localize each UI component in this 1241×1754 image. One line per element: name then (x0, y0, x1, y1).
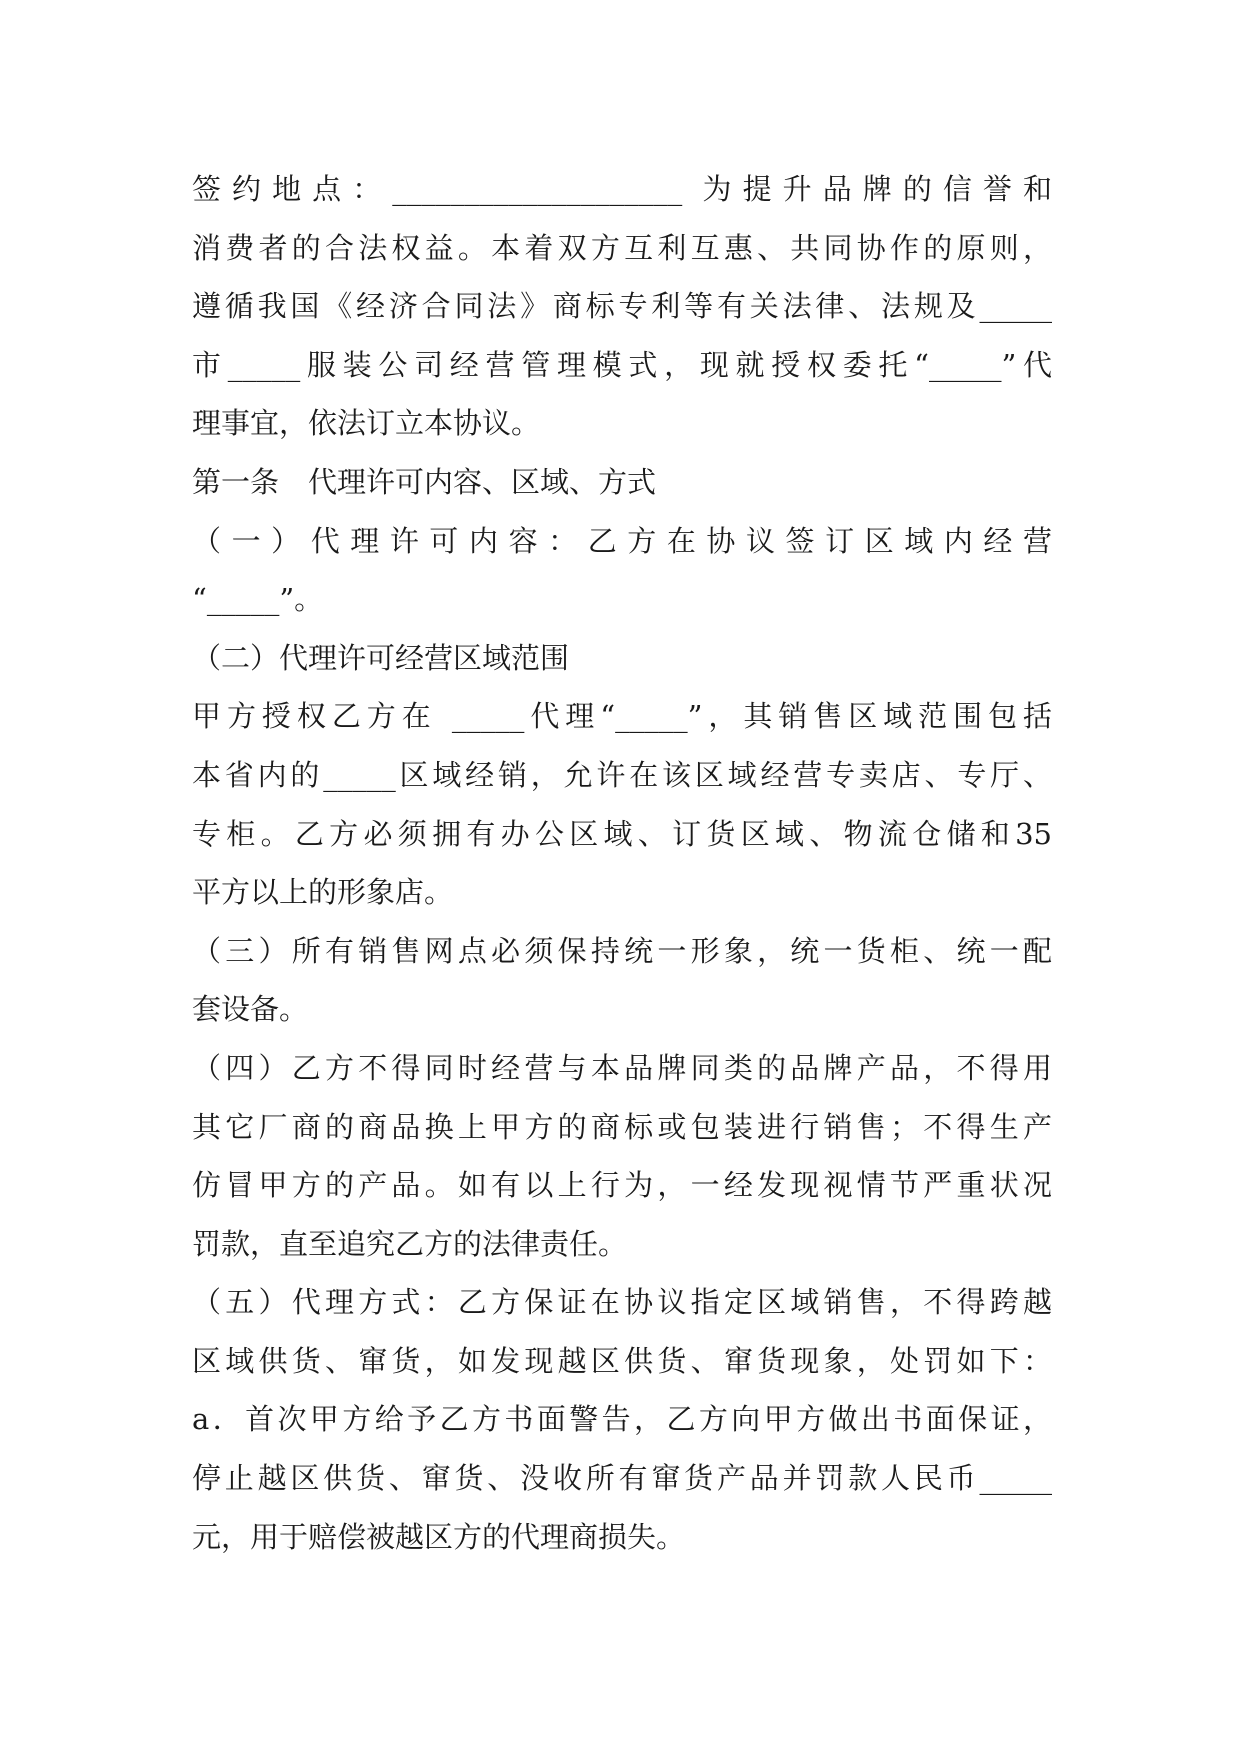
text-line-13: 平方以上的形象店。 (192, 875, 454, 910)
text-line-1: 签约地点：____________________ 为提升品牌的信誉和 (192, 172, 1052, 206)
text-line-18: 仿冒甲方的产品。如有以上行为，一经发现视情节严重状况 (192, 1168, 1052, 1203)
text-line-4: 市_____服装公司经营管理模式，现就授权委托“_____”代 (192, 347, 1052, 382)
text-line-20: （五）代理方式：乙方保证在协议指定区域销售，不得跨越 (192, 1285, 1052, 1320)
text-line-7: （一）代理许可内容：乙方在协议签订区域内经营 (192, 523, 1052, 558)
text-line-19: 罚款，直至追究乙方的法律责任。 (192, 1226, 628, 1261)
text-line-12: 专柜。乙方必须拥有办公区域、订货区域、物流仓储和35 (192, 816, 1052, 851)
article-heading: 第一条 代理许可内容、区域、方式 (192, 464, 657, 499)
document-body (192, 160, 1052, 1566)
text-line-9: （二）代理许可经营区域范围 (192, 640, 570, 675)
text-line-21: 区域供货、窜货，如发现越区供货、窜货现象，处罚如下： (192, 1343, 1052, 1378)
text-line-14: （三）所有销售网点必须保持统一形象，统一货柜、统一配 (192, 933, 1052, 968)
text-line-22: a．首次甲方给予乙方书面警告，乙方向甲方做出书面保证， (192, 1402, 1052, 1437)
text-line-8: “_____”。 (192, 582, 324, 617)
text-line-16: （四）乙方不得同时经营与本品牌同类的品牌产品，不得用 (192, 1050, 1052, 1085)
text-line-10: 甲方授权乙方在 _____代理“_____”，其销售区域范围包括 (192, 699, 1052, 734)
text-line-11: 本省内的_____区域经销，允许在该区域经营专卖店、专厅、 (192, 757, 1052, 792)
text-line-24: 元，用于赔偿被越区方的代理商损失。 (192, 1519, 686, 1554)
text-line-5: 理事宜，依法订立本协议。 (192, 406, 541, 441)
text-line-17: 其它厂商的商品换上甲方的商标或包装进行销售；不得生产 (192, 1109, 1052, 1144)
text-line-15: 套设备。 (192, 992, 309, 1027)
text-line-23: 停止越区供货、窜货、没收所有窜货产品并罚款人民币_____ (192, 1461, 1052, 1496)
text-line-2: 消费者的合法权益。本着双方互利互惠、共同协作的原则， (192, 230, 1052, 265)
text-line-3: 遵循我国《经济合同法》商标专利等有关法律、法规及_____ (192, 289, 1052, 324)
